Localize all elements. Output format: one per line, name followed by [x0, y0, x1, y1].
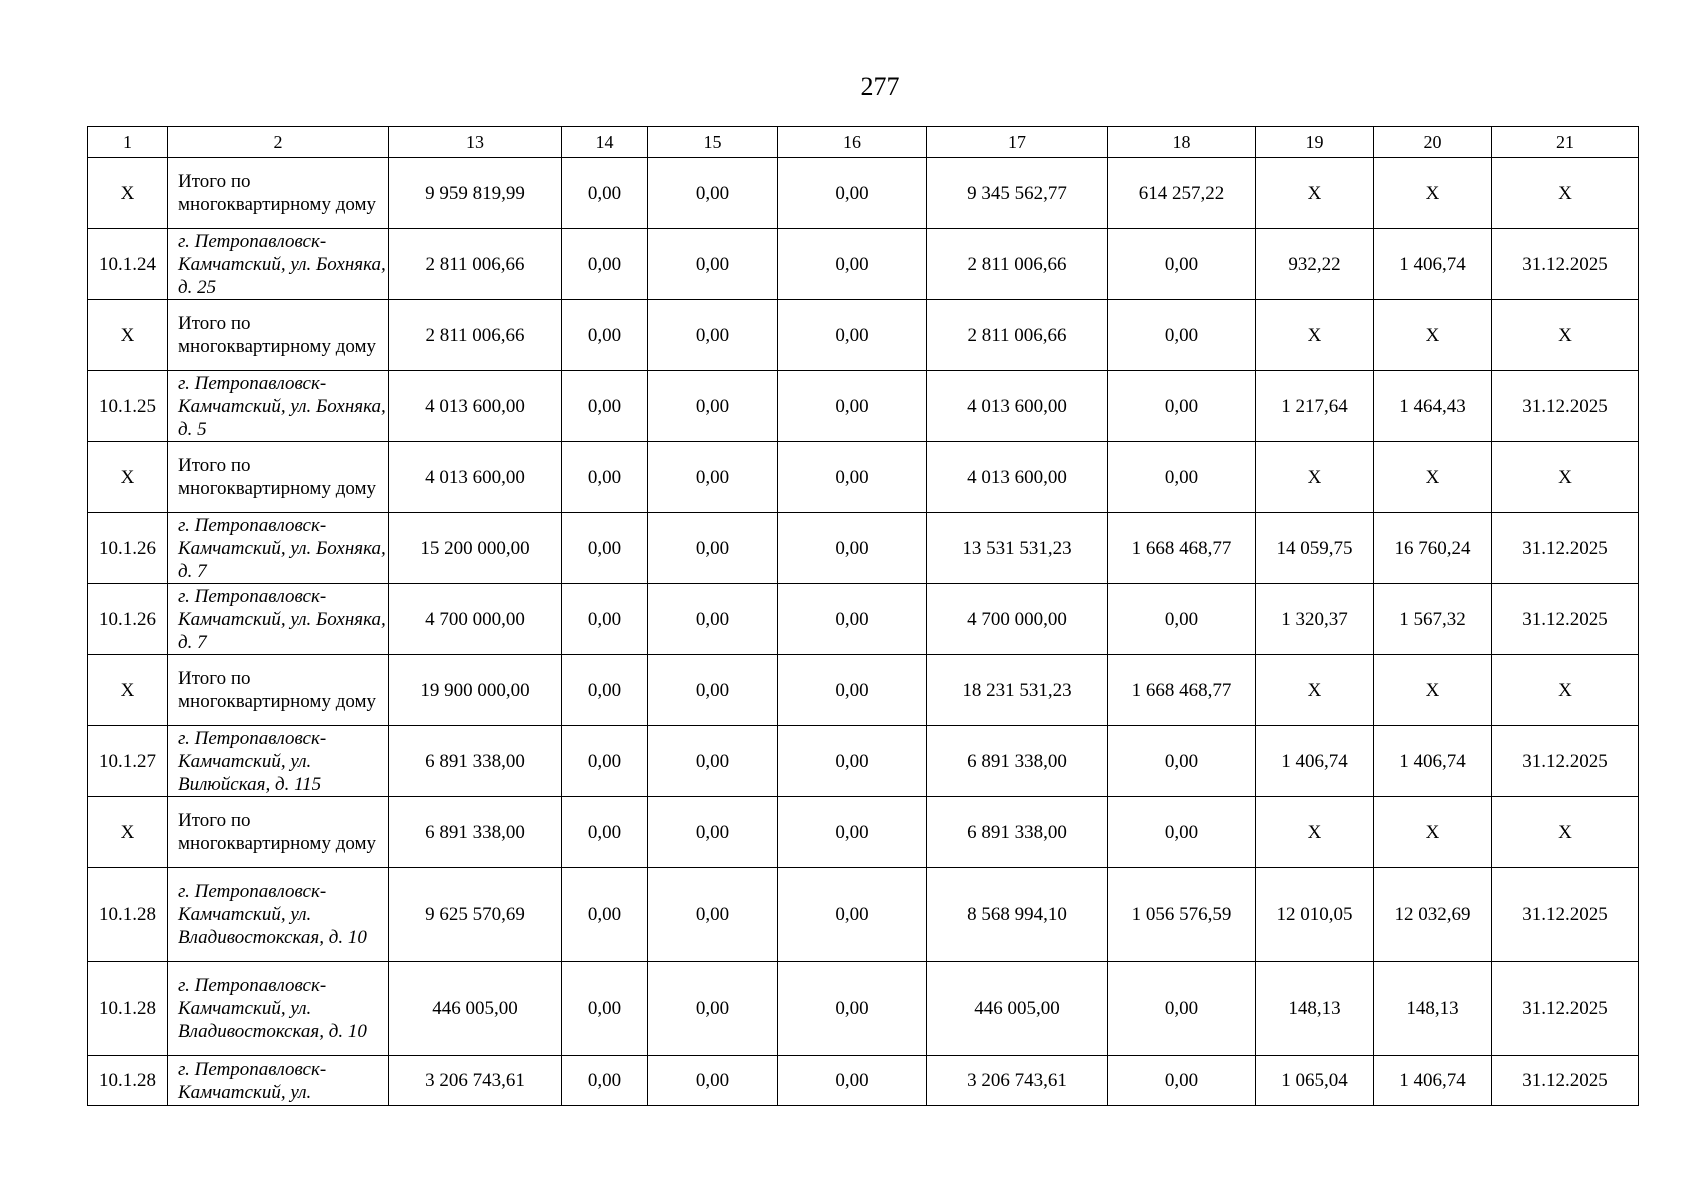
cell-address: Итого по многоквартирному дому: [168, 442, 389, 513]
table-row-total: [88, 300, 1639, 371]
cell-row-number: X: [88, 797, 168, 868]
cell-col-17: 4 013 600,00: [927, 371, 1108, 442]
cell-col-14: 0,00: [562, 797, 648, 868]
cell-col-21: X: [1492, 158, 1639, 229]
cell-address: Итого по многоквартирному дому: [168, 300, 389, 371]
cell-row-number: X: [88, 158, 168, 229]
cell-col-15: 0,00: [648, 868, 778, 962]
cell-col-13: 6 891 338,00: [389, 726, 562, 797]
cell-col-21: X: [1492, 442, 1639, 513]
column-header-col-13: 13: [389, 127, 562, 158]
cell-col-20: 1 464,43: [1374, 371, 1492, 442]
cell-col-18: 1 668 468,77: [1108, 513, 1256, 584]
cell-col-17: 3 206 743,61: [927, 1056, 1108, 1106]
column-header-address: 2: [168, 127, 389, 158]
cell-col-20: 1 406,74: [1374, 726, 1492, 797]
table-row: [88, 1056, 1639, 1106]
cell-row-number: 10.1.26: [88, 584, 168, 655]
cell-address: г. Петропавловск-Камчатский, ул. Вилюйская, д. 115: [168, 726, 389, 797]
table-row-total: [88, 655, 1639, 726]
cell-row-number: 10.1.28: [88, 1056, 168, 1106]
cell-col-19: X: [1256, 300, 1374, 371]
cell-col-17: 4 700 000,00: [927, 584, 1108, 655]
cell-col-19: 1 320,37: [1256, 584, 1374, 655]
cell-col-18: 0,00: [1108, 229, 1256, 300]
cell-col-19: 14 059,75: [1256, 513, 1374, 584]
cell-col-14: 0,00: [562, 868, 648, 962]
registry-table: [87, 126, 1639, 1106]
page-number: 277: [860, 72, 900, 101]
cell-col-18: 0,00: [1108, 726, 1256, 797]
cell-col-21: 31.12.2025: [1492, 371, 1639, 442]
table-row: [88, 371, 1639, 442]
cell-address: г. Петропавловск-Камчатский, ул. Владивостокская, д. 10: [168, 962, 389, 1056]
cell-col-14: 0,00: [562, 1056, 648, 1106]
column-header-col-21: 21: [1492, 127, 1639, 158]
cell-col-19: X: [1256, 442, 1374, 513]
cell-col-14: 0,00: [562, 513, 648, 584]
cell-col-16: 0,00: [778, 655, 927, 726]
cell-col-13: 2 811 006,66: [389, 300, 562, 371]
cell-row-number: X: [88, 300, 168, 371]
cell-col-17: 4 013 600,00: [927, 442, 1108, 513]
cell-row-number: 10.1.27: [88, 726, 168, 797]
cell-address: Итого по многоквартирному дому: [168, 158, 389, 229]
column-header-col-17: 17: [927, 127, 1108, 158]
cell-col-19: X: [1256, 158, 1374, 229]
cell-row-number: X: [88, 655, 168, 726]
cell-col-15: 0,00: [648, 584, 778, 655]
cell-col-19: 148,13: [1256, 962, 1374, 1056]
cell-col-17: 6 891 338,00: [927, 726, 1108, 797]
cell-col-19: 932,22: [1256, 229, 1374, 300]
cell-col-14: 0,00: [562, 442, 648, 513]
cell-col-20: 1 406,74: [1374, 1056, 1492, 1106]
cell-col-19: X: [1256, 655, 1374, 726]
cell-col-16: 0,00: [778, 584, 927, 655]
table-row-total: [88, 158, 1639, 229]
cell-col-16: 0,00: [778, 797, 927, 868]
cell-col-16: 0,00: [778, 371, 927, 442]
cell-address: г. Петропавловск-Камчатский, ул. Владивостокская, д. 10: [168, 868, 389, 962]
table-row-total: [88, 442, 1639, 513]
column-header-row-number: 1: [88, 127, 168, 158]
column-header-col-18: 18: [1108, 127, 1256, 158]
cell-col-20: 1 567,32: [1374, 584, 1492, 655]
cell-col-13: 19 900 000,00: [389, 655, 562, 726]
cell-col-20: 1 406,74: [1374, 229, 1492, 300]
cell-col-17: 8 568 994,10: [927, 868, 1108, 962]
cell-col-20: 16 760,24: [1374, 513, 1492, 584]
cell-col-20: 12 032,69: [1374, 868, 1492, 962]
cell-col-18: 0,00: [1108, 1056, 1256, 1106]
column-header-col-14: 14: [562, 127, 648, 158]
cell-col-18: 614 257,22: [1108, 158, 1256, 229]
table-row-total: [88, 797, 1639, 868]
cell-col-13: 9 959 819,99: [389, 158, 562, 229]
cell-col-15: 0,00: [648, 158, 778, 229]
cell-col-18: 0,00: [1108, 797, 1256, 868]
cell-col-21: 31.12.2025: [1492, 513, 1639, 584]
cell-col-21: 31.12.2025: [1492, 726, 1639, 797]
cell-col-14: 0,00: [562, 371, 648, 442]
cell-col-16: 0,00: [778, 513, 927, 584]
cell-col-14: 0,00: [562, 300, 648, 371]
cell-col-13: 15 200 000,00: [389, 513, 562, 584]
cell-col-19: 12 010,05: [1256, 868, 1374, 962]
cell-address: г. Петропавловск-Камчатский, ул. Бохняка, д. 7: [168, 513, 389, 584]
cell-col-15: 0,00: [648, 300, 778, 371]
cell-col-16: 0,00: [778, 868, 927, 962]
cell-col-13: 4 700 000,00: [389, 584, 562, 655]
cell-col-18: 0,00: [1108, 962, 1256, 1056]
cell-col-18: 0,00: [1108, 300, 1256, 371]
cell-col-21: X: [1492, 797, 1639, 868]
column-header-col-15: 15: [648, 127, 778, 158]
cell-col-17: 2 811 006,66: [927, 229, 1108, 300]
cell-col-20: 148,13: [1374, 962, 1492, 1056]
column-header-col-20: 20: [1374, 127, 1492, 158]
cell-col-15: 0,00: [648, 797, 778, 868]
cell-col-15: 0,00: [648, 229, 778, 300]
cell-col-17: 2 811 006,66: [927, 300, 1108, 371]
cell-col-15: 0,00: [648, 442, 778, 513]
cell-col-21: 31.12.2025: [1492, 229, 1639, 300]
cell-col-13: 4 013 600,00: [389, 371, 562, 442]
cell-col-21: X: [1492, 655, 1639, 726]
table-row: [88, 726, 1639, 797]
cell-col-20: X: [1374, 300, 1492, 371]
column-header-col-16: 16: [778, 127, 927, 158]
cell-address: г. Петропавловск-Камчатский, ул. Бохняка, д. 7: [168, 584, 389, 655]
table-row: [88, 513, 1639, 584]
cell-col-15: 0,00: [648, 655, 778, 726]
cell-col-15: 0,00: [648, 962, 778, 1056]
cell-col-18: 1 056 576,59: [1108, 868, 1256, 962]
cell-col-15: 0,00: [648, 513, 778, 584]
cell-col-13: 9 625 570,69: [389, 868, 562, 962]
cell-col-18: 1 668 468,77: [1108, 655, 1256, 726]
cell-col-18: 0,00: [1108, 442, 1256, 513]
cell-col-21: X: [1492, 300, 1639, 371]
cell-row-number: X: [88, 442, 168, 513]
cell-col-16: 0,00: [778, 442, 927, 513]
cell-col-14: 0,00: [562, 229, 648, 300]
cell-col-14: 0,00: [562, 655, 648, 726]
cell-col-14: 0,00: [562, 584, 648, 655]
cell-col-19: 1 217,64: [1256, 371, 1374, 442]
cell-col-19: X: [1256, 797, 1374, 868]
cell-col-20: X: [1374, 655, 1492, 726]
cell-address: Итого по многоквартирному дому: [168, 655, 389, 726]
cell-col-16: 0,00: [778, 300, 927, 371]
cell-col-16: 0,00: [778, 229, 927, 300]
cell-col-13: 6 891 338,00: [389, 797, 562, 868]
cell-col-17: 18 231 531,23: [927, 655, 1108, 726]
cell-col-14: 0,00: [562, 726, 648, 797]
cell-row-number: 10.1.24: [88, 229, 168, 300]
cell-col-16: 0,00: [778, 962, 927, 1056]
cell-col-16: 0,00: [778, 726, 927, 797]
cell-col-15: 0,00: [648, 371, 778, 442]
cell-col-16: 0,00: [778, 1056, 927, 1106]
cell-col-18: 0,00: [1108, 584, 1256, 655]
cell-row-number: 10.1.25: [88, 371, 168, 442]
cell-col-20: X: [1374, 797, 1492, 868]
cell-col-13: 4 013 600,00: [389, 442, 562, 513]
cell-col-17: 446 005,00: [927, 962, 1108, 1056]
cell-col-13: 446 005,00: [389, 962, 562, 1056]
cell-col-19: 1 065,04: [1256, 1056, 1374, 1106]
column-header-row: [88, 127, 1639, 158]
cell-col-21: 31.12.2025: [1492, 962, 1639, 1056]
cell-row-number: 10.1.26: [88, 513, 168, 584]
cell-row-number: 10.1.28: [88, 868, 168, 962]
cell-col-15: 0,00: [648, 726, 778, 797]
table-row: [88, 868, 1639, 962]
cell-address: г. Петропавловск-Камчатский, ул. Бохняка, д. 25: [168, 229, 389, 300]
cell-col-13: 2 811 006,66: [389, 229, 562, 300]
cell-row-number: 10.1.28: [88, 962, 168, 1056]
table-row: [88, 962, 1639, 1056]
cell-col-18: 0,00: [1108, 371, 1256, 442]
cell-col-21: 31.12.2025: [1492, 584, 1639, 655]
table-row: [88, 584, 1639, 655]
cell-col-14: 0,00: [562, 158, 648, 229]
cell-col-13: 3 206 743,61: [389, 1056, 562, 1106]
cell-address: г. Петропавловск-Камчатский, ул.: [168, 1056, 389, 1106]
table-body: [88, 127, 1639, 1106]
cell-col-21: 31.12.2025: [1492, 1056, 1639, 1106]
cell-col-17: 13 531 531,23: [927, 513, 1108, 584]
cell-col-14: 0,00: [562, 962, 648, 1056]
cell-address: Итого по многоквартирному дому: [168, 797, 389, 868]
cell-col-20: X: [1374, 442, 1492, 513]
cell-col-15: 0,00: [648, 1056, 778, 1106]
cell-col-19: 1 406,74: [1256, 726, 1374, 797]
table-row: [88, 229, 1639, 300]
cell-col-20: X: [1374, 158, 1492, 229]
cell-col-17: 9 345 562,77: [927, 158, 1108, 229]
column-header-col-19: 19: [1256, 127, 1374, 158]
cell-address: г. Петропавловск-Камчатский, ул. Бохняка, д. 5: [168, 371, 389, 442]
cell-col-21: 31.12.2025: [1492, 868, 1639, 962]
cell-col-16: 0,00: [778, 158, 927, 229]
cell-col-17: 6 891 338,00: [927, 797, 1108, 868]
